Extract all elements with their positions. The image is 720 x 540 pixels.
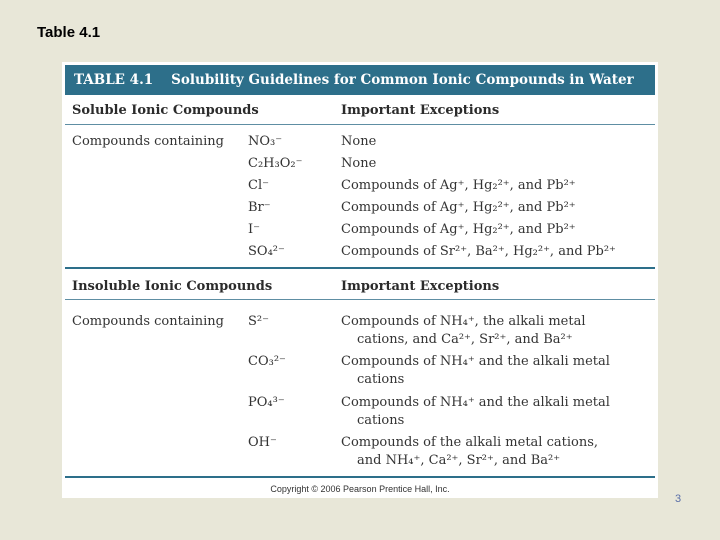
soluble-ion-1: NO₃⁻ [248,134,283,149]
insoluble-exception-4a: Compounds of the alkali metal cations, [341,435,598,450]
soluble-exception-6: Compounds of Sr²⁺, Ba²⁺, Hg₂²⁺, and Pb²⁺ [341,244,616,259]
soluble-section-header [65,96,655,124]
slide-title: Table 4.1 [37,24,101,41]
table-title: Solubility Guidelines for Common Ionic Compounds in Water [171,72,634,88]
soluble-exception-5: Compounds of Ag⁺, Hg₂²⁺, and Pb²⁺ [341,222,576,237]
soluble-ion-3: Cl⁻ [248,178,269,193]
soluble-lead: Compounds containing [72,134,224,149]
page-number: 3 [675,493,682,505]
insoluble-exception-1b: cations, and Ca²⁺, Sr²⁺, and Ba²⁺ [357,332,573,347]
soluble-ion-4: Br⁻ [248,200,271,215]
insoluble-exception-3a: Compounds of NH₄⁺ and the alkali metal [341,395,610,410]
insoluble-ion-4: OH⁻ [248,435,277,450]
table-label: TABLE 4.1 [74,72,154,88]
insoluble-exceptions-col-header: Important Exceptions [341,279,500,294]
insoluble-exception-3b: cations [357,413,405,428]
soluble-exception-2: None [341,156,377,171]
insoluble-section-header [65,272,655,300]
insoluble-ion-2: CO₃²⁻ [248,354,286,369]
soluble-ion-5: I⁻ [248,222,260,237]
solubility-table [62,62,658,498]
soluble-ion-2: C₂H₃O₂⁻ [248,156,303,171]
section-divider [65,267,655,269]
insoluble-col-header: Insoluble Ionic Compounds [72,279,273,294]
soluble-exceptions-col-header: Important Exceptions [341,103,500,118]
insoluble-exception-2b: cations [357,372,405,387]
insoluble-exception-4b: and NH₄⁺, Ca²⁺, Sr²⁺, and Ba²⁺ [357,453,561,468]
soluble-exception-3: Compounds of Ag⁺, Hg₂²⁺, and Pb²⁺ [341,178,576,193]
table-banner [65,65,655,95]
insoluble-exception-1a: Compounds of NH₄⁺, the alkali metal [341,314,586,329]
insoluble-ion-1: S²⁻ [248,314,269,329]
insoluble-header-rule [65,299,655,300]
soluble-exception-4: Compounds of Ag⁺, Hg₂²⁺, and Pb²⁺ [341,200,576,215]
soluble-header-rule [65,124,655,125]
soluble-ion-6: SO₄²⁻ [248,244,285,259]
table-bottom-rule [65,476,655,478]
insoluble-ion-3: PO₄³⁻ [248,395,285,410]
insoluble-lead: Compounds containing [72,314,224,329]
copyright-notice: Copyright © 2006 Pearson Prentice Hall, Inc. [270,484,450,494]
soluble-exception-1: None [341,134,377,149]
soluble-col-header: Soluble Ionic Compounds [72,103,259,118]
insoluble-exception-2a: Compounds of NH₄⁺ and the alkali metal [341,354,610,369]
